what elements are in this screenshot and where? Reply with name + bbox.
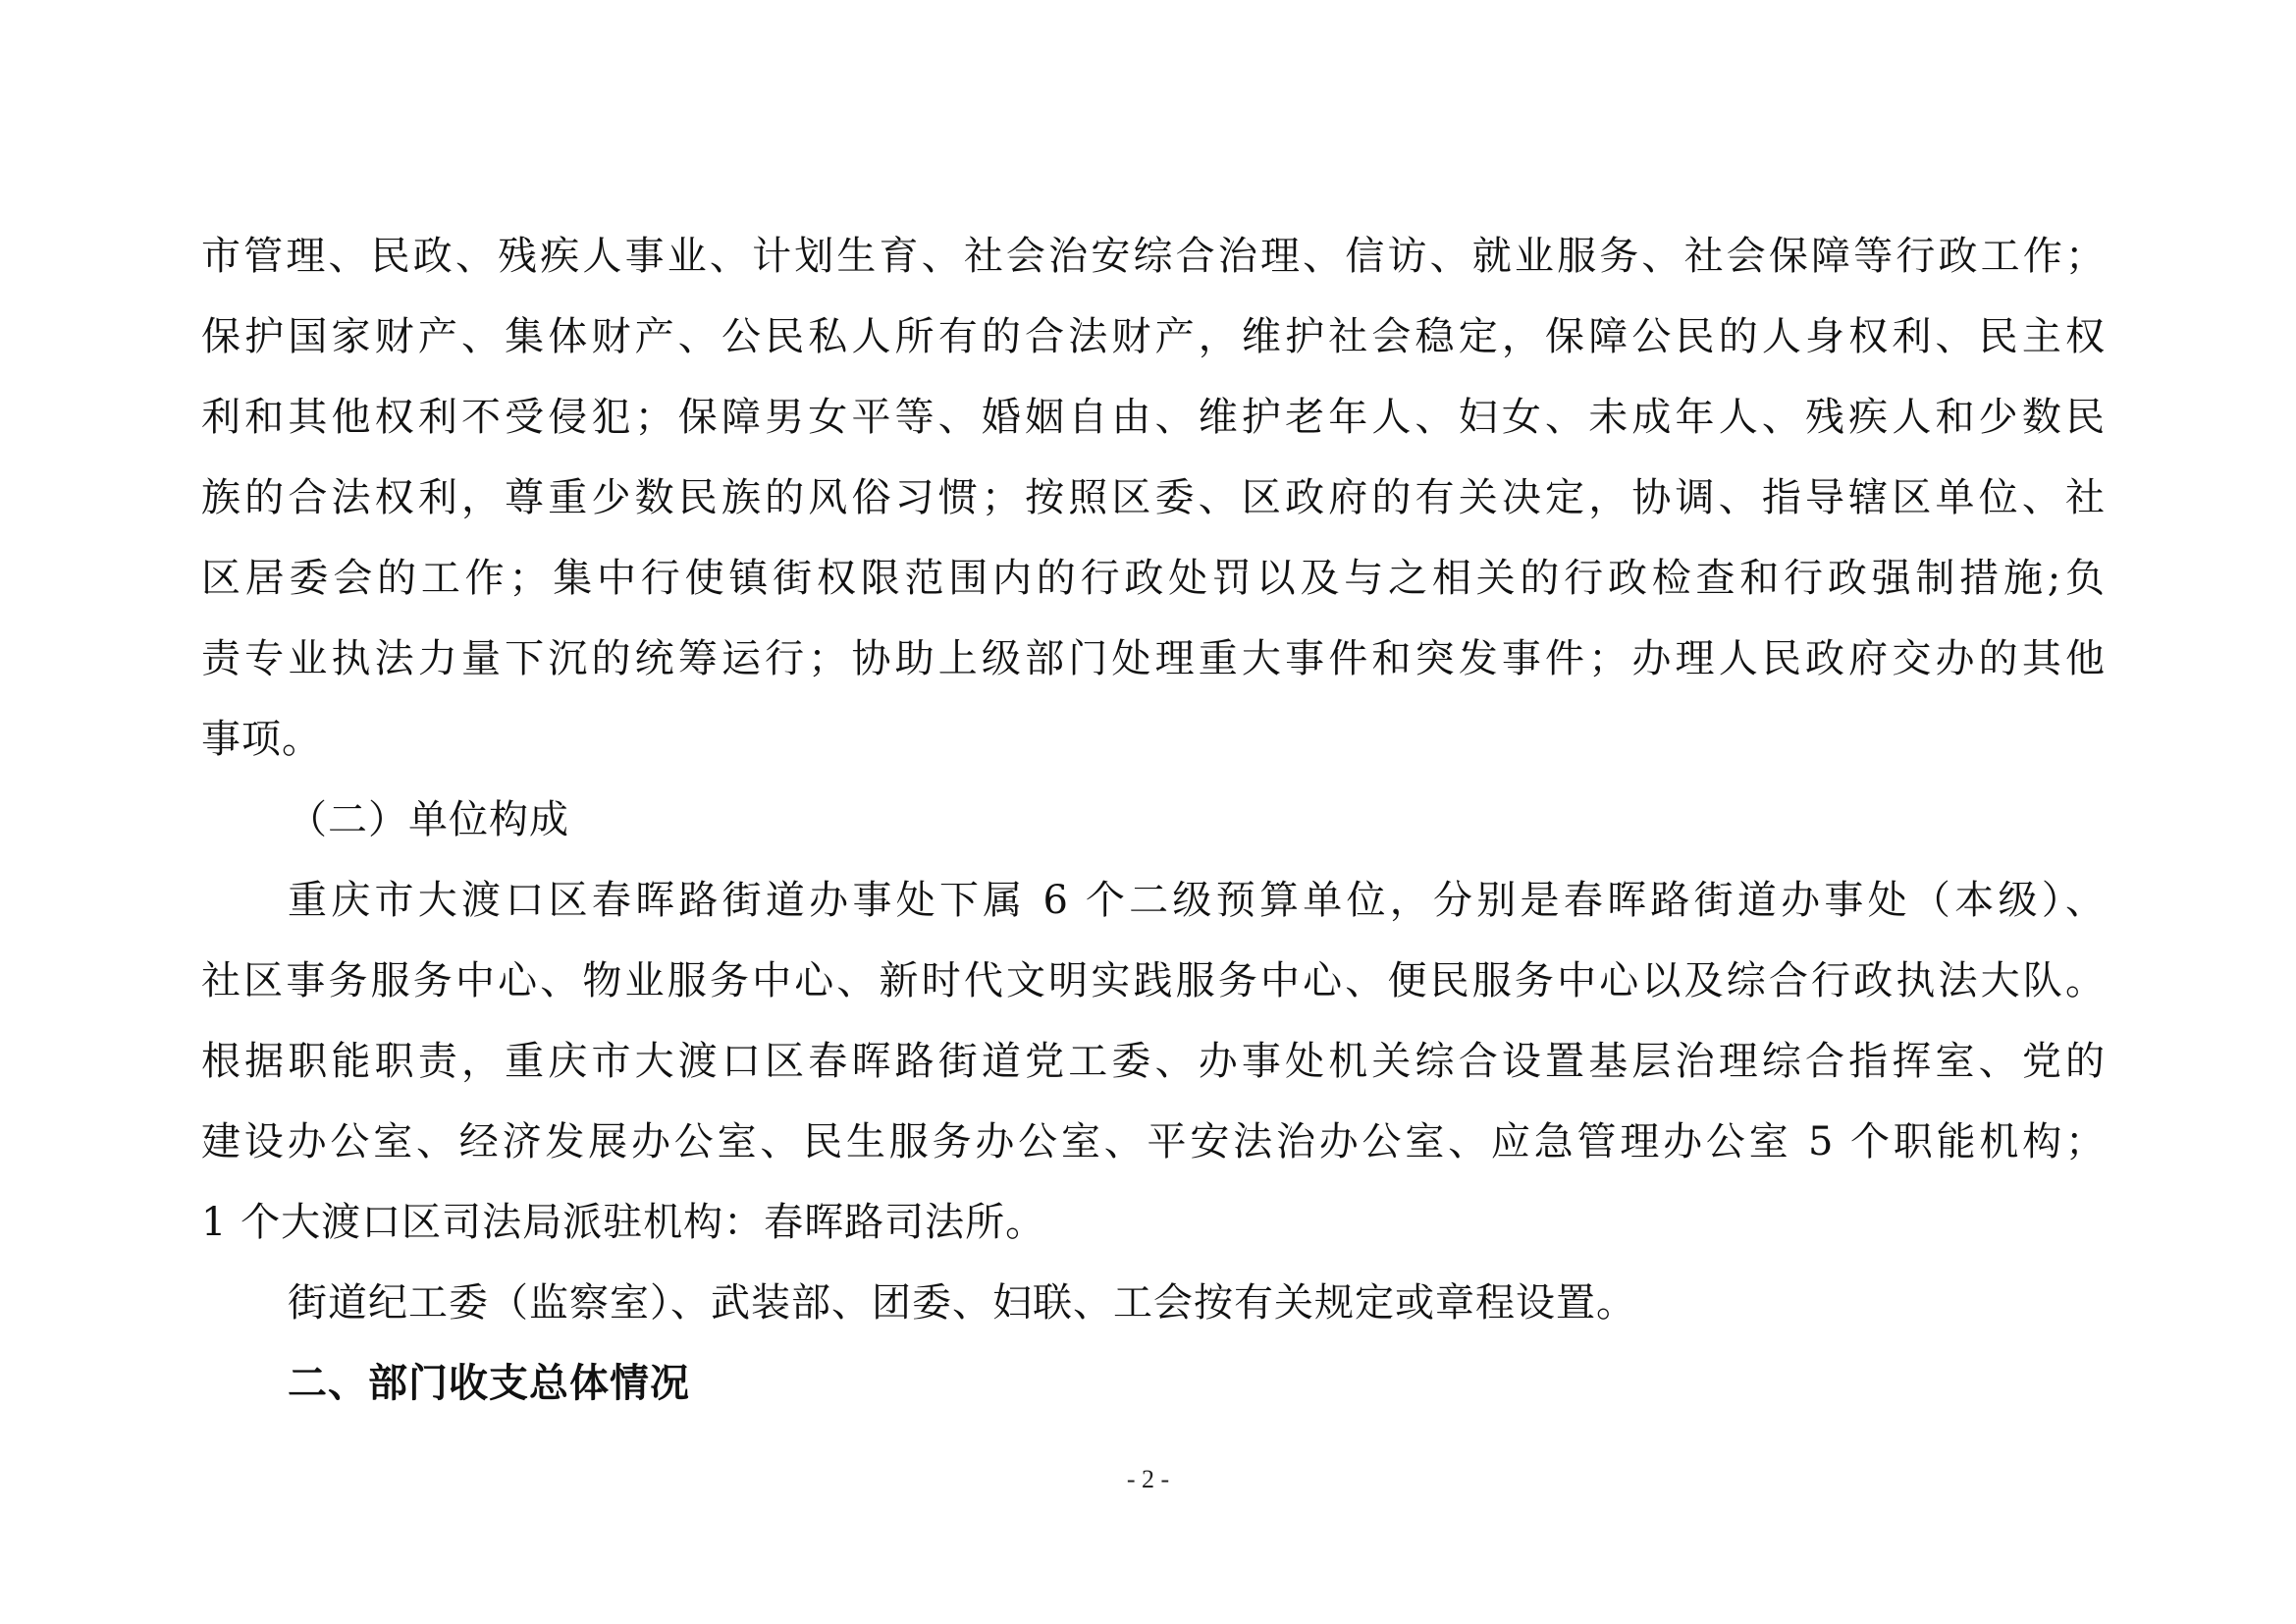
section-heading-revenue-expenditure: 二、部门收支总体情况 (288, 1361, 690, 1406)
text-line: 事项。 (201, 717, 322, 762)
text-line: 1 个大渡口区司法局派驻机构：春晖路司法所。 (201, 1200, 1046, 1245)
text-line: 区居委会的工作；集中行使镇街权限范围内的行政处罚以及与之相关的行政检查和行政强制措施;负 (201, 556, 2106, 601)
section-heading-unit-composition: （二）单位构成 (288, 797, 569, 842)
text-line: 重庆市大渡口区春晖路街道办事处下属 6 个二级预算单位，分别是春晖路街道办事处（本级）、 (288, 878, 2106, 923)
text-line: 保护国家财产、集体财产、公民私人所有的合法财产，维护社会稳定，保障公民的人身权利、民主权 (201, 314, 2106, 359)
text-line: 街道纪工委（监察室）、武装部、团委、妇联、工会按有关规定或章程设置。 (288, 1280, 1636, 1326)
text-line: 社区事务服务中心、物业服务中心、新时代文明实践服务中心、便民服务中心以及综合行政执法大队。 (201, 958, 2106, 1003)
document-body (201, 216, 2106, 1424)
text-line: 责专业执法力量下沉的统筹运行；协助上级部门处理重大事件和突发事件；办理人民政府交办的其他 (201, 636, 2106, 681)
page-number: - 2 - (1126, 1465, 1170, 1493)
paragraph-unit-composition (201, 860, 2106, 1263)
paragraph-other-bodies (201, 1263, 2106, 1343)
text-line: 建设办公室、经济发展办公室、民生服务办公室、平安法治办公室、应急管理办公室 5 个职能机构； (201, 1119, 2106, 1164)
paragraph-duties (201, 216, 2106, 780)
text-line: 根据职能职责，重庆市大渡口区春晖路街道党工委、办事处机关综合设置基层治理综合指挥室、党的 (201, 1039, 2106, 1084)
text-line: 市管理、民政、残疾人事业、计划生育、社会治安综合治理、信访、就业服务、社会保障等行政工作； (201, 234, 2106, 279)
text-line: 利和其他权利不受侵犯；保障男女平等、婚姻自由、维护老年人、妇女、未成年人、残疾人和少数民 (201, 395, 2106, 440)
text-line: 族的合法权利，尊重少数民族的风俗习惯；按照区委、区政府的有关决定，协调、指导辖区单位、社 (201, 475, 2106, 520)
